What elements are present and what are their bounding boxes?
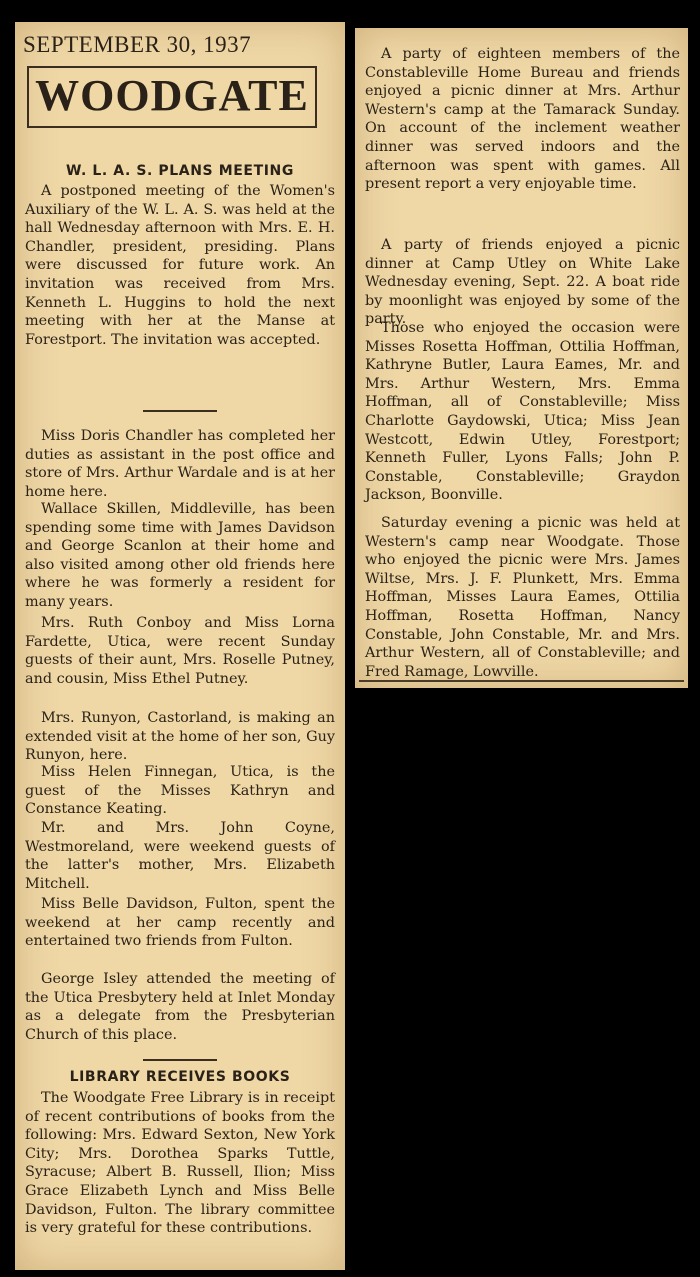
- divider-rule: [143, 1059, 217, 1061]
- divider-rule: [143, 410, 217, 412]
- paragraph-mrs-runyon: Mrs. Runyon, Castorland, is making an extended visit at the home of her son, Guy Runyon, here.: [25, 710, 335, 764]
- paragraph-guest-list: Those who enjoyed the occasion were Misses Rosetta Hoffman, Ottilia Hoffman, Kathryne Butler, Laura Eames, Mr. and Mrs. Arthur Western, Mrs. Emma Hoffman, all of Constableville; Miss Charlotte Gaydowski, Utica; Miss Jean Westcott, Edwin Utley, Forestport; Kenneth Fuller, Lyons Falls; John P. Constable, Constableville; Graydon Jackson, Boonville.: [365, 320, 680, 504]
- bottom-rule: [359, 680, 684, 682]
- paragraph-belle-davidson: Miss Belle Davidson, Fulton, spent the weekend at her camp recently and entertained two friends from Fulton.: [25, 896, 335, 950]
- masthead: WOODGATE: [27, 66, 317, 128]
- paragraph-camp-utley-picnic: A party of friends enjoyed a picnic dinner at Camp Utley on White Lake Wednesday evening, Sept. 22. A boat ride by moonlight was enjoyed by some of the party.: [365, 237, 680, 328]
- paragraph-george-isley: George Isley attended the meeting of the Utica Presbytery held at Inlet Monday as a delegate from the Presbyterian Church of this place.: [25, 971, 335, 1043]
- headline-wlas-meeting: W. L. A. S. PLANS MEETING: [66, 163, 294, 179]
- paragraph-john-coyne: Mr. and Mrs. John Coyne, Westmoreland, were weekend guests of the latter's mother, Mrs. Elizabeth Mitchell.: [25, 820, 335, 892]
- paragraph-home-bureau-picnic: A party of eighteen members of the Constableville Home Bureau and friends enjoyed a picnic dinner at Mrs. Arthur Western's camp at the Tamarack Sunday. On account of the inclement weather dinner was served indoors and the afternoon was spent with games. All present report a very enjoyable time.: [365, 46, 680, 193]
- right-clipping: [355, 28, 688, 688]
- headline-library-books: LIBRARY RECEIVES BOOKS: [69, 1069, 291, 1085]
- paragraph-saturday-picnic: Saturday evening a picnic was held at Western's camp near Woodgate. Those who enjoyed the picnic were Mrs. James Wiltse, Mrs. J. F. Plunkett, Mrs. Emma Hoffman, Misses Laura Eames, Ottilia Hoffman, Rosetta Hoffman, Nancy Constable, John Constable, Mr. and Mrs. Arthur Western, all of Constableville; and Fred Ramage, Lowville.: [365, 515, 680, 680]
- paragraph-helen-finnegan: Miss Helen Finnegan, Utica, is the guest of the Misses Kathryn and Constance Keating.: [25, 764, 335, 818]
- dateline: SEPTEMBER 30, 1937: [23, 32, 252, 57]
- paragraph-ruth-conboy: Mrs. Ruth Conboy and Miss Lorna Fardette, Utica, were recent Sunday guests of their aunt, Mrs. Roselle Putney, and cousin, Miss Ethel Putney.: [25, 615, 335, 687]
- paragraph-doris-chandler: Miss Doris Chandler has completed her duties as assistant in the post office and store of Mrs. Arthur Wardale and is at her home here.: [25, 428, 335, 500]
- paragraph-wlas-meeting: A postponed meeting of the Women's Auxiliary of the W. L. A. S. was held at the hall Wednesday afternoon with Mrs. E. H. Chandler, president, presiding. Plans were discussed for future work. An invitation was received from Mrs. Kenneth L. Huggins to hold the next meeting with her at the Manse at Forestport. The invitation was accepted.: [25, 183, 335, 348]
- paragraph-library-books: The Woodgate Free Library is in receipt of recent contributions of books from the following: Mrs. Edward Sexton, New York City; Mrs. Dorothea Sparks Tuttle, Syracuse; Albert B. Russell, Ilion; Miss Grace Elizabeth Lynch and Miss Belle Davidson, Fulton. The library committee is very grateful for these contributions.: [25, 1090, 335, 1237]
- paragraph-wallace-skillen: Wallace Skillen, Middleville, has been spending some time with James Davidson and George Scanlon at their home and also visited among other old friends here where he was formerly a resident for many years.: [25, 501, 335, 610]
- left-clipping: [15, 22, 345, 1270]
